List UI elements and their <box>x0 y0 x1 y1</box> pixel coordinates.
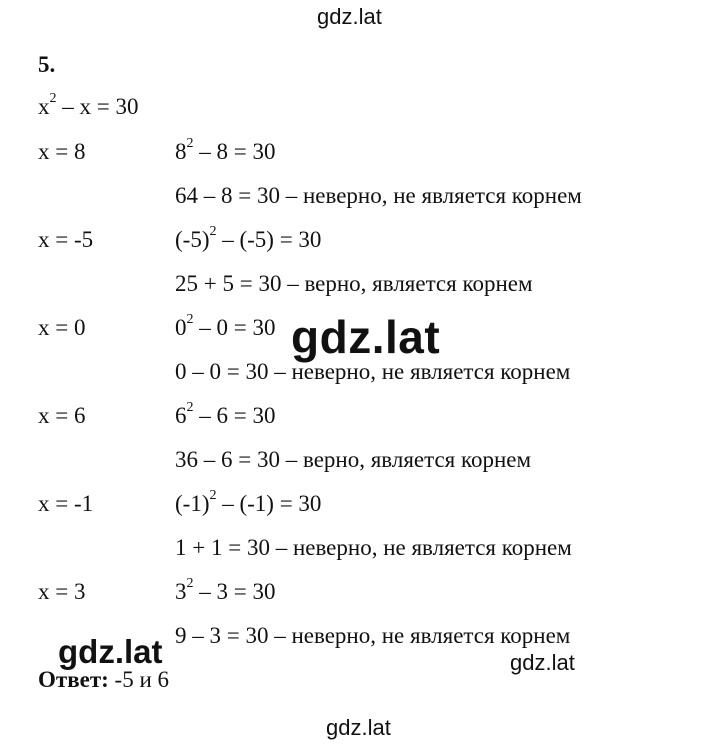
substitution-exponent: 2 <box>186 136 194 151</box>
substitution-base: 8 <box>175 139 187 164</box>
check-substitution <box>175 488 322 517</box>
check-result: 36 – 6 = 30 – верно, является корнем <box>175 447 532 472</box>
check-x-value: x = 3 <box>38 579 86 604</box>
substitution-rest: – (-5) = 30 <box>216 227 322 252</box>
substitution-rest: – (-1) = 30 <box>216 491 322 516</box>
substitution-rest: – 3 = 30 <box>193 579 276 604</box>
substitution-exponent: 2 <box>209 488 217 503</box>
task-number: 5. <box>38 52 56 77</box>
equation-exponent: 2 <box>49 91 57 106</box>
equation-base: x <box>38 94 50 119</box>
check-substitution <box>175 224 322 253</box>
check-x-value: x = -5 <box>38 227 94 252</box>
check-x-value: x = -1 <box>38 491 94 516</box>
substitution-base: 6 <box>175 403 187 428</box>
watermark-right: gdz.lat <box>510 650 575 675</box>
watermark-top: gdz.lat <box>317 4 382 29</box>
substitution-rest: – 6 = 30 <box>193 403 276 428</box>
check-result: 64 – 8 = 30 – неверно, не является корнем <box>175 183 582 208</box>
substitution-exponent: 2 <box>209 224 217 239</box>
substitution-base: (-5) <box>175 227 210 252</box>
substitution-rest: – 8 = 30 <box>193 139 276 164</box>
substitution-base: (-1) <box>175 491 210 516</box>
answer-value: -5 и 6 <box>108 667 169 692</box>
check-result: 25 + 5 = 30 – верно, является корнем <box>175 271 533 296</box>
watermark-bottom: gdz.lat <box>326 715 391 740</box>
check-result: 9 – 3 = 30 – неверно, не является корнем <box>175 623 571 648</box>
watermark-center: gdz.lat <box>291 311 441 363</box>
equation <box>38 91 139 120</box>
substitution-base: 0 <box>175 315 187 340</box>
check-substitution <box>175 576 276 605</box>
substitution-base: 3 <box>175 579 187 604</box>
check-substitution <box>175 400 276 429</box>
answer-label: Ответ: <box>38 667 109 692</box>
check-substitution <box>175 136 276 165</box>
watermark-left: gdz.lat <box>58 633 163 670</box>
substitution-exponent: 2 <box>186 400 194 415</box>
check-x-value: x = 0 <box>38 315 86 340</box>
check-x-value: x = 8 <box>38 139 86 164</box>
check-result: 1 + 1 = 30 – неверно, не является корнем <box>175 535 572 560</box>
substitution-exponent: 2 <box>186 312 194 327</box>
substitution-rest: – 0 = 30 <box>193 315 276 340</box>
equation-rest: – x = 30 <box>56 94 139 119</box>
check-substitution <box>175 312 276 341</box>
substitution-exponent: 2 <box>186 576 194 591</box>
check-x-value: x = 6 <box>38 403 86 428</box>
check-result: 0 – 0 = 30 – неверно, не является корнем <box>175 359 571 384</box>
